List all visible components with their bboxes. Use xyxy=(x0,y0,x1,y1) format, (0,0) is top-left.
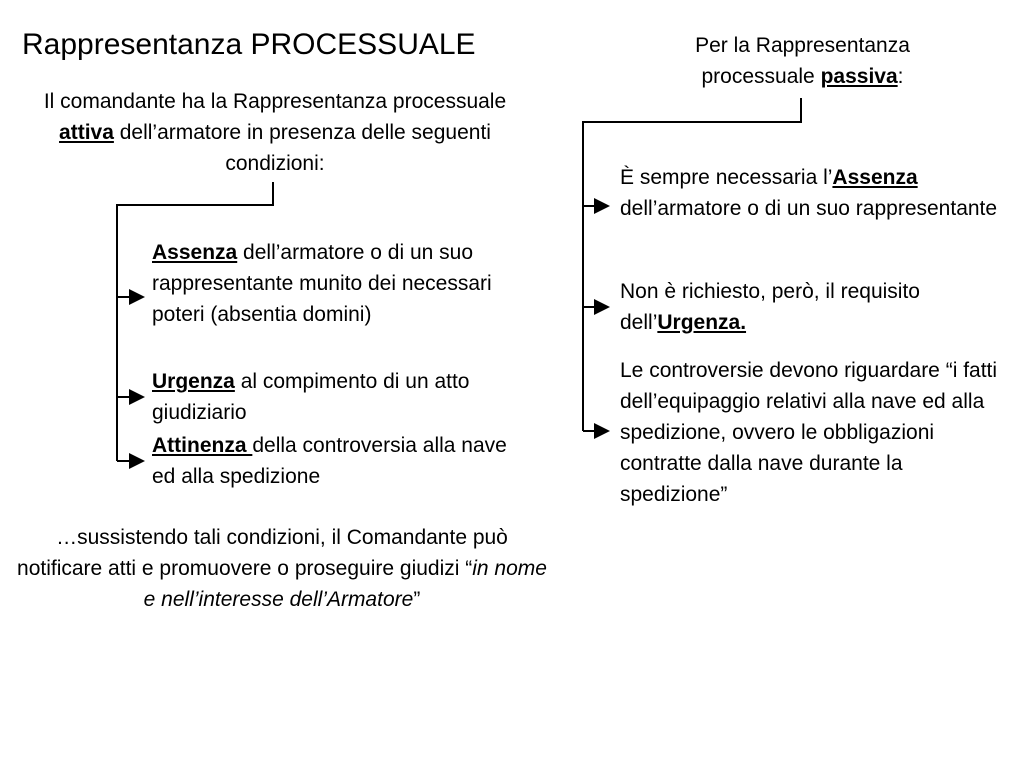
condition-text: dell’armatore o di un suo rappresentante munito dei necessari poteri (absentia domini) xyxy=(152,241,492,326)
page-title: Rappresentanza PROCESSUALE xyxy=(22,28,476,61)
item-text-before: Le controversie devono riguardare “i fatti dell’equipaggio relativi alla nave ed alla spedizione, ovvero le obbligazioni contratte dalla nave durante la spedizione” xyxy=(620,359,998,506)
header-text-after: : xyxy=(897,65,904,88)
item-keyword: Urgenza. xyxy=(657,311,747,334)
item-text-before: È sempre necessaria l’ xyxy=(620,166,833,189)
right-bracket xyxy=(583,98,801,431)
conclusion-italic: in nome e nell’interesse dell’Armatore xyxy=(143,557,547,611)
left-bracket xyxy=(117,182,273,461)
condition-keyword: Urgenza xyxy=(152,370,235,393)
item-text-after: dell’armatore o di un suo rappresentante xyxy=(620,197,998,220)
item-keyword: Assenza xyxy=(832,166,918,189)
condition-keyword: Attinenza xyxy=(152,434,253,457)
intro-text-after: dell’armatore in presenza delle seguenti condizioni: xyxy=(113,121,491,175)
condition-text: della controversia alla nave ed alla spedizione xyxy=(152,434,507,488)
condition-text: al compimento di un atto giudiziario xyxy=(152,370,470,424)
item-text-before: Non è richiesto, però, il requisito dell’ xyxy=(620,280,920,334)
header-text-before: Per la Rappresentanza processuale xyxy=(695,34,910,88)
intro-text-before: Il comandante ha la Rappresentanza processuale xyxy=(43,90,507,113)
conclusion-before: …sussistendo tali condizioni, il Comandante può notificare atti e promuovere o proseguire giudizi “ xyxy=(17,526,508,580)
conclusion-after: ” xyxy=(413,588,421,611)
header-keyword-passiva: passiva xyxy=(820,65,898,88)
condition-keyword: Assenza xyxy=(152,241,238,264)
intro-keyword-attiva: attiva xyxy=(59,121,114,144)
